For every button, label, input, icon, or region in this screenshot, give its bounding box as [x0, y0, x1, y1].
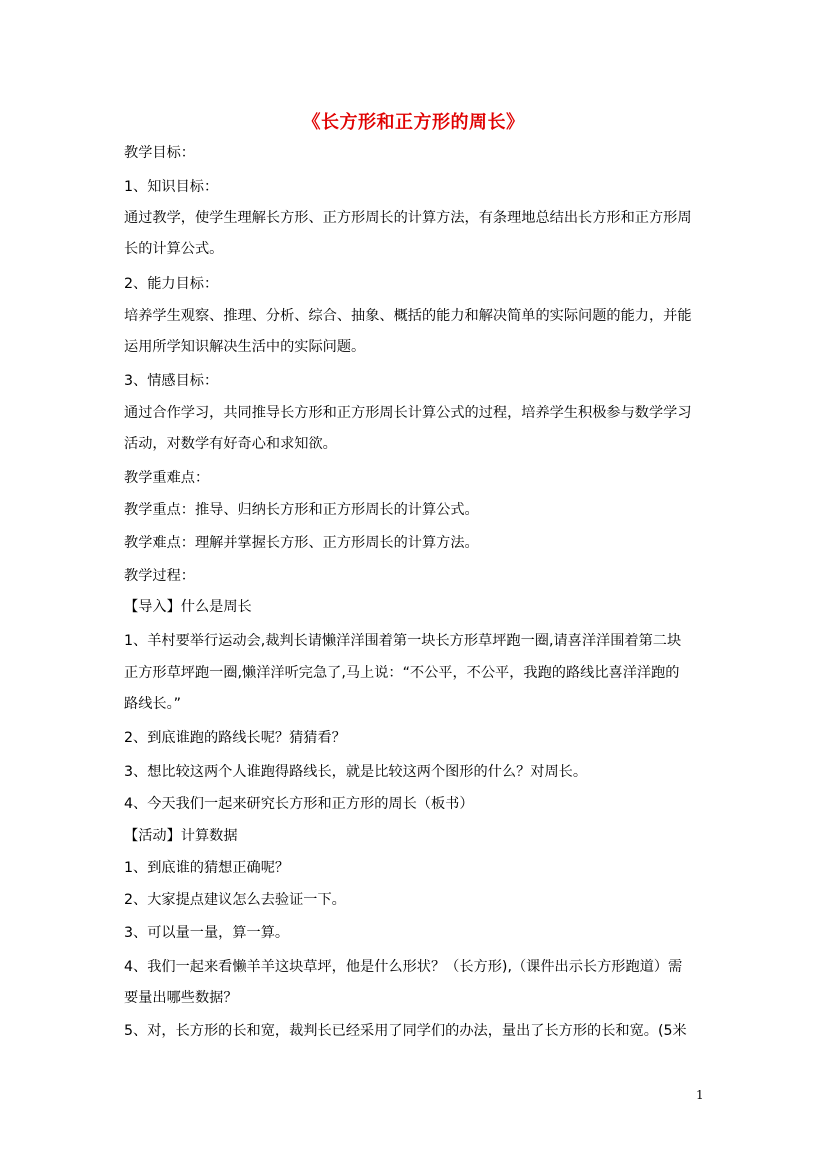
- text-line: 教学目标：: [124, 145, 195, 161]
- text-line: 培养学生观察、推理、分析、综合、抽象、概括的能力和解决简单的实际问题的能力，并能: [124, 308, 692, 324]
- text-line: 运用所学知识解决生活中的实际问题。: [124, 339, 366, 355]
- text-line: 5、对，长方形的长和宽，裁判长已经采用了同学们的办法，量出了长方形的长和宽。(5米: [124, 1023, 687, 1039]
- text-line: 教学重难点：: [124, 470, 210, 486]
- text-line: 通过合作学习，共同推导长方形和正方形周长计算公式的过程，培养学生积极参与数学学习: [124, 405, 692, 421]
- text-line: 3、情感目标：: [124, 373, 219, 389]
- text-line: 教学过程：: [124, 568, 195, 584]
- section-heading: 【活动】计算数据: [124, 828, 238, 844]
- text-line: 1、到底谁的猜想正确呢？: [124, 860, 290, 876]
- text-line: 1、知识目标：: [124, 179, 219, 195]
- text-line: 要量出哪些数据？: [124, 990, 238, 1006]
- text-line: 路线长。”: [124, 696, 182, 712]
- text-line: 活动，对数学有好奇心和求知欲。: [124, 436, 337, 452]
- text-line: 2、能力目标：: [124, 276, 219, 292]
- text-line: 2、到底谁跑的路线长呢？猜猜看？: [124, 730, 346, 746]
- text-line: 4、我们一起来看懒羊羊这块草坪，他是什么形状？（长方形),（课件出示长方形跑道）需: [124, 959, 683, 975]
- text-line: 3、可以量一量，算一算。: [124, 925, 290, 941]
- text-line: 1、羊村要举行运动会,裁判长请懒洋洋围着第一块长方形草坪跑一圈,请喜洋洋围着第二块: [124, 633, 682, 649]
- text-line: 教学难点：理解并掌握长方形、正方形周长的计算方法。: [124, 535, 479, 551]
- page-number: 1: [696, 1088, 704, 1102]
- section-heading: 【导入】什么是周长: [124, 599, 252, 615]
- document-title: 《长方形和正方形的周长》: [302, 112, 525, 133]
- text-line: 长的计算公式。: [124, 241, 224, 257]
- text-line: 4、今天我们一起来研究长方形和正方形的周长（板书）: [124, 796, 474, 812]
- text-line: 教学重点：推导、归纳长方形和正方形周长的计算公式。: [124, 502, 479, 518]
- text-line: 3、想比较这两个人谁跑得路线长，就是比较这两个图形的什么？对周长。: [124, 764, 588, 780]
- text-line: 通过教学，使学生理解长方形、正方形周长的计算方法，有条理地总结出长方形和正方形周: [124, 210, 692, 226]
- text-line: 2、大家提点建议怎么去验证一下。: [124, 892, 346, 908]
- text-line: 正方形草坪跑一圈,懒洋洋听完急了,马上说：“不公平，不公平，我跑的路线比喜洋洋跑的: [124, 665, 680, 681]
